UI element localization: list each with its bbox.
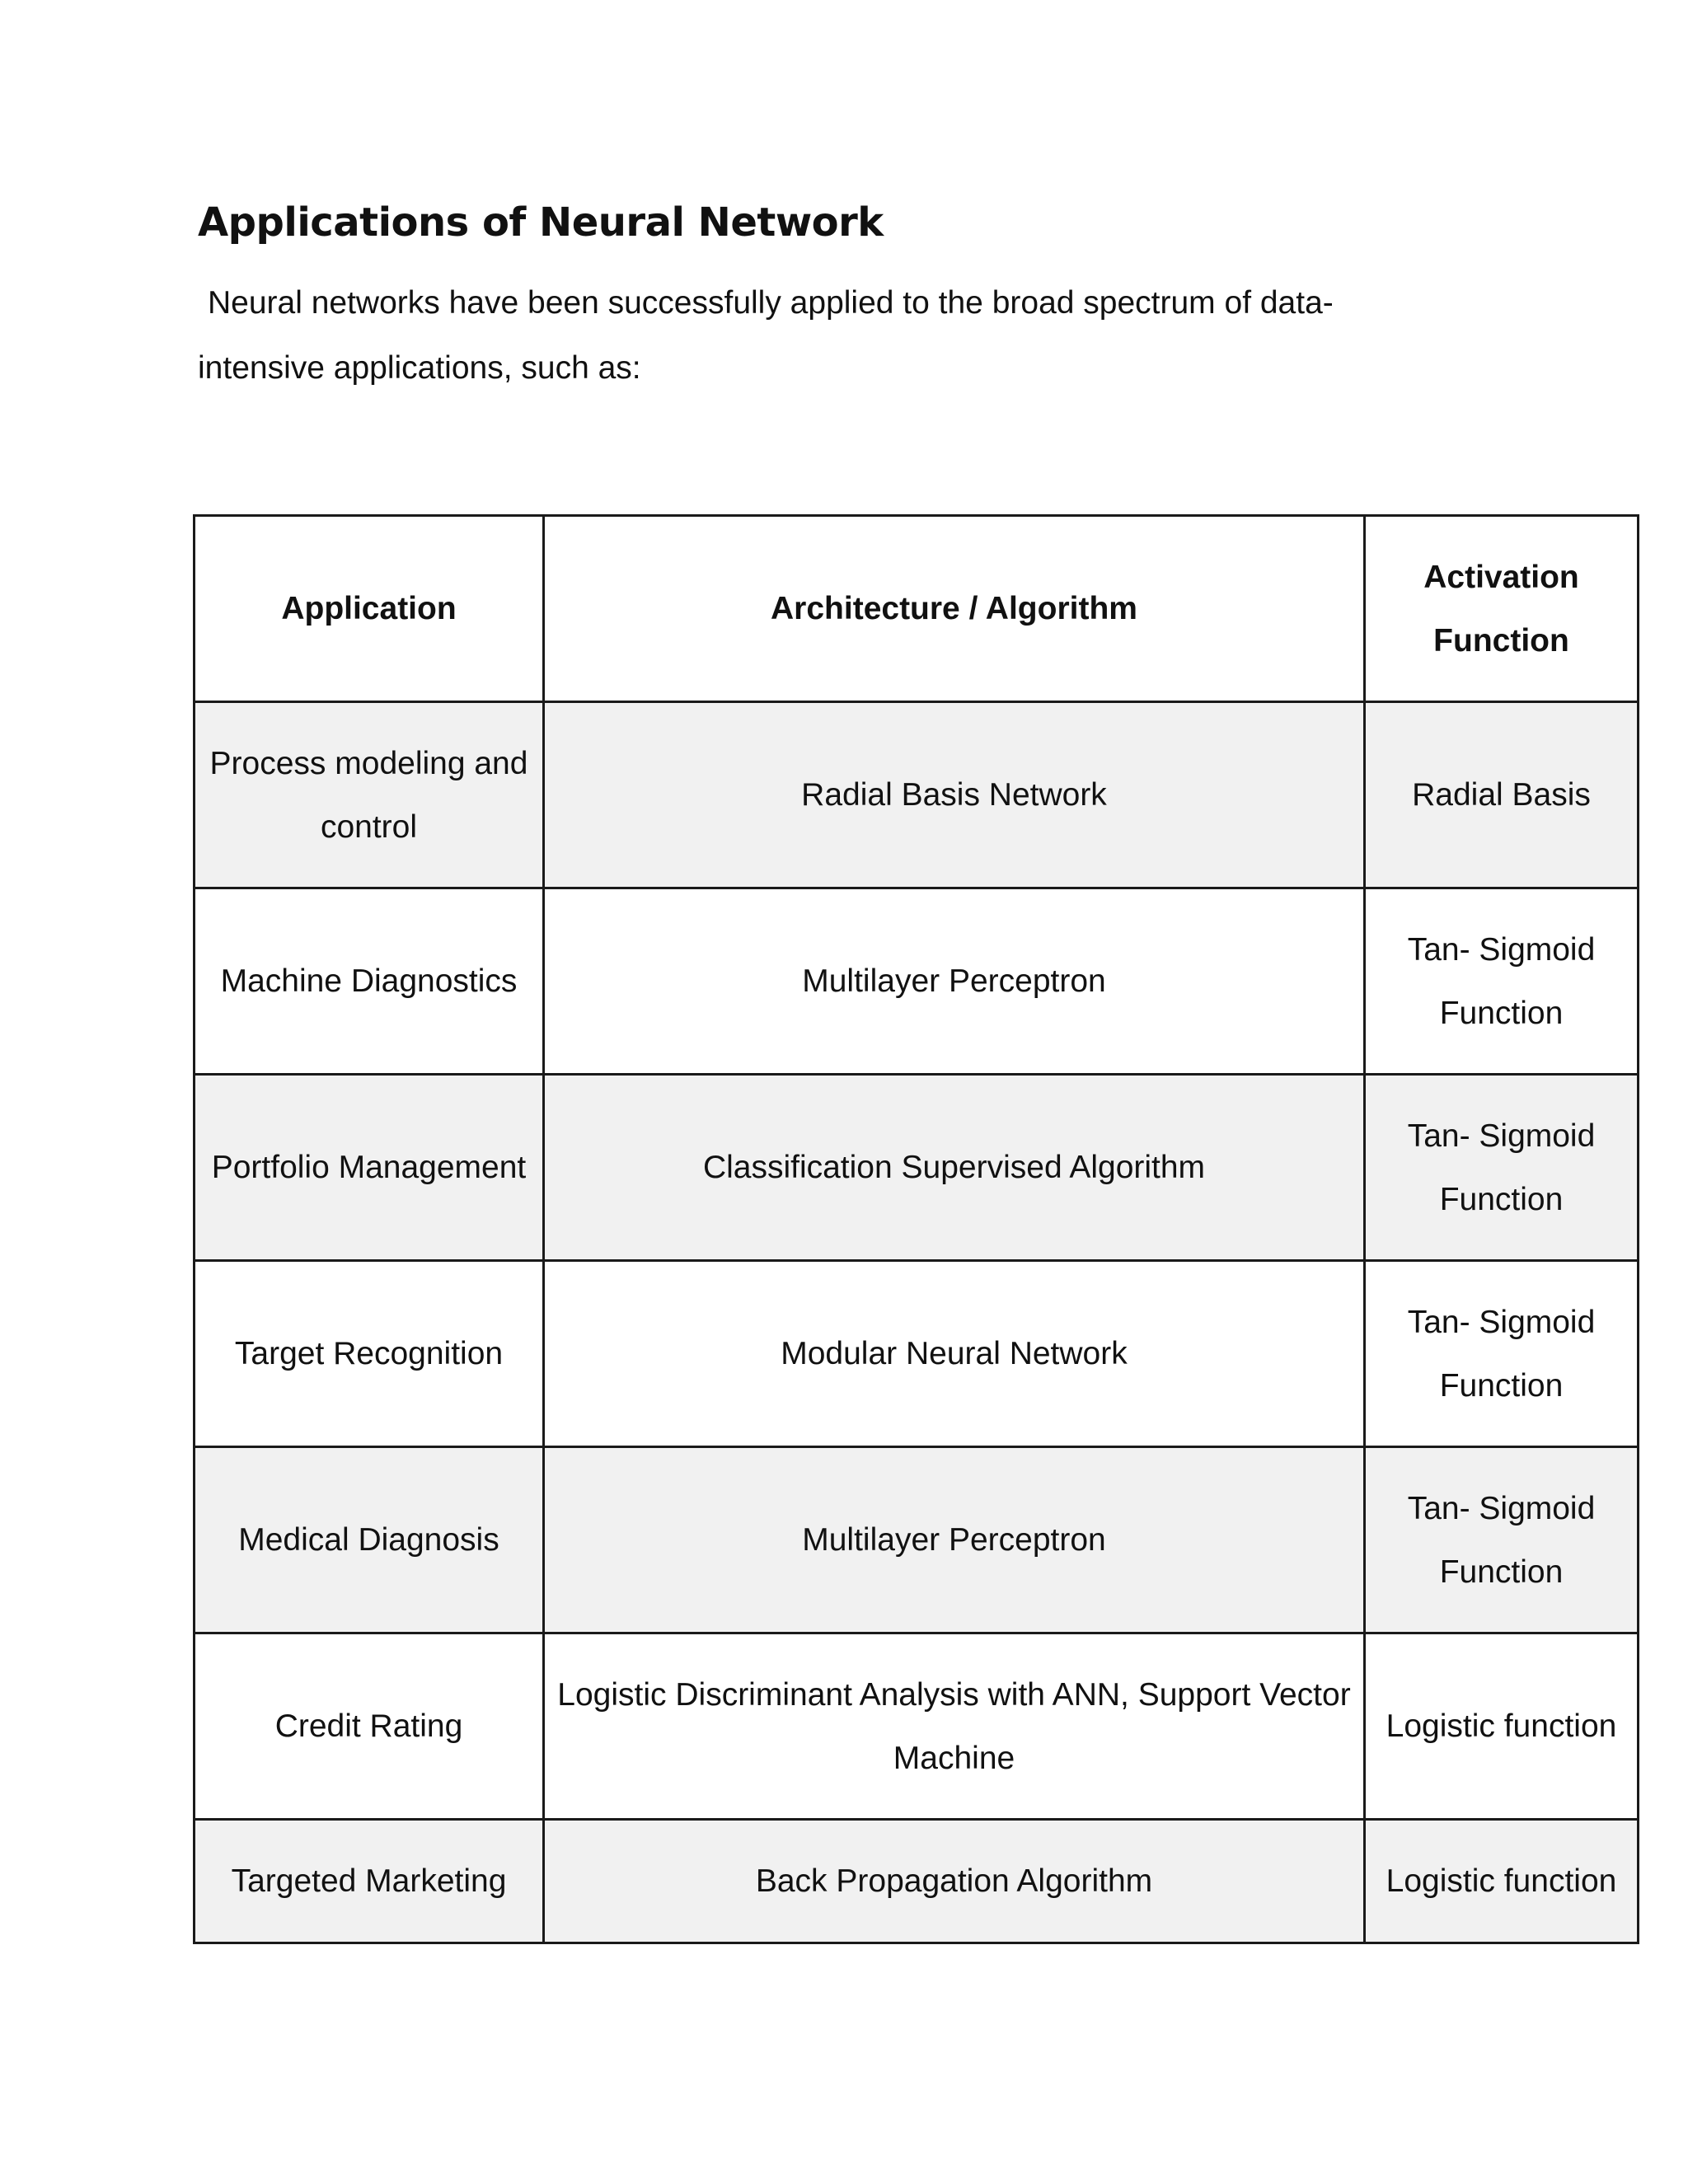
table-row	[195, 1075, 1639, 1261]
cell-architecture: Logistic Discriminant Analysis with ANN, Support Vector Machine	[544, 1633, 1365, 1820]
table-row	[195, 1447, 1639, 1633]
cell-application: Process modeling and control	[195, 702, 544, 888]
header-architecture-algorithm: Architecture / Algorithm	[544, 516, 1365, 702]
cell-architecture: Modular Neural Network	[544, 1261, 1365, 1447]
cell-application: Credit Rating	[195, 1633, 544, 1820]
page-title: Applications of Neural Network	[198, 199, 884, 246]
cell-application: Target Recognition	[195, 1261, 544, 1447]
cell-activation: Logistic function	[1365, 1633, 1639, 1820]
cell-activation: Logistic function	[1365, 1820, 1639, 1943]
cell-application: Portfolio Management	[195, 1075, 544, 1261]
header-application: Application	[195, 516, 544, 702]
intro-paragraph: Neural networks have been successfully applied to the broad spectrum of data-intensive applications, such as:	[198, 285, 1334, 386]
cell-architecture: Classification Supervised Algorithm	[544, 1075, 1365, 1261]
cell-activation: Radial Basis	[1365, 702, 1639, 888]
table-row	[195, 888, 1639, 1075]
cell-application: Medical Diagnosis	[195, 1447, 544, 1633]
cell-architecture: Back Propagation Algorithm	[544, 1820, 1365, 1943]
cell-activation: Tan- Sigmoid Function	[1365, 1075, 1639, 1261]
applications-table	[193, 514, 1639, 1944]
cell-activation: Tan- Sigmoid Function	[1365, 888, 1639, 1075]
cell-architecture: Multilayer Perceptron	[544, 1447, 1365, 1633]
header-activation-function: Activation Function	[1365, 516, 1639, 702]
cell-activation: Tan- Sigmoid Function	[1365, 1447, 1639, 1633]
cell-application: Machine Diagnostics	[195, 888, 544, 1075]
table-row	[195, 1820, 1639, 1943]
table-row	[195, 1633, 1639, 1820]
table-row	[195, 1261, 1639, 1447]
table-header-row	[195, 516, 1639, 702]
cell-application: Targeted Marketing	[195, 1820, 544, 1943]
cell-architecture: Multilayer Perceptron	[544, 888, 1365, 1075]
table-row	[195, 702, 1639, 888]
cell-architecture: Radial Basis Network	[544, 702, 1365, 888]
cell-activation: Tan- Sigmoid Function	[1365, 1261, 1639, 1447]
